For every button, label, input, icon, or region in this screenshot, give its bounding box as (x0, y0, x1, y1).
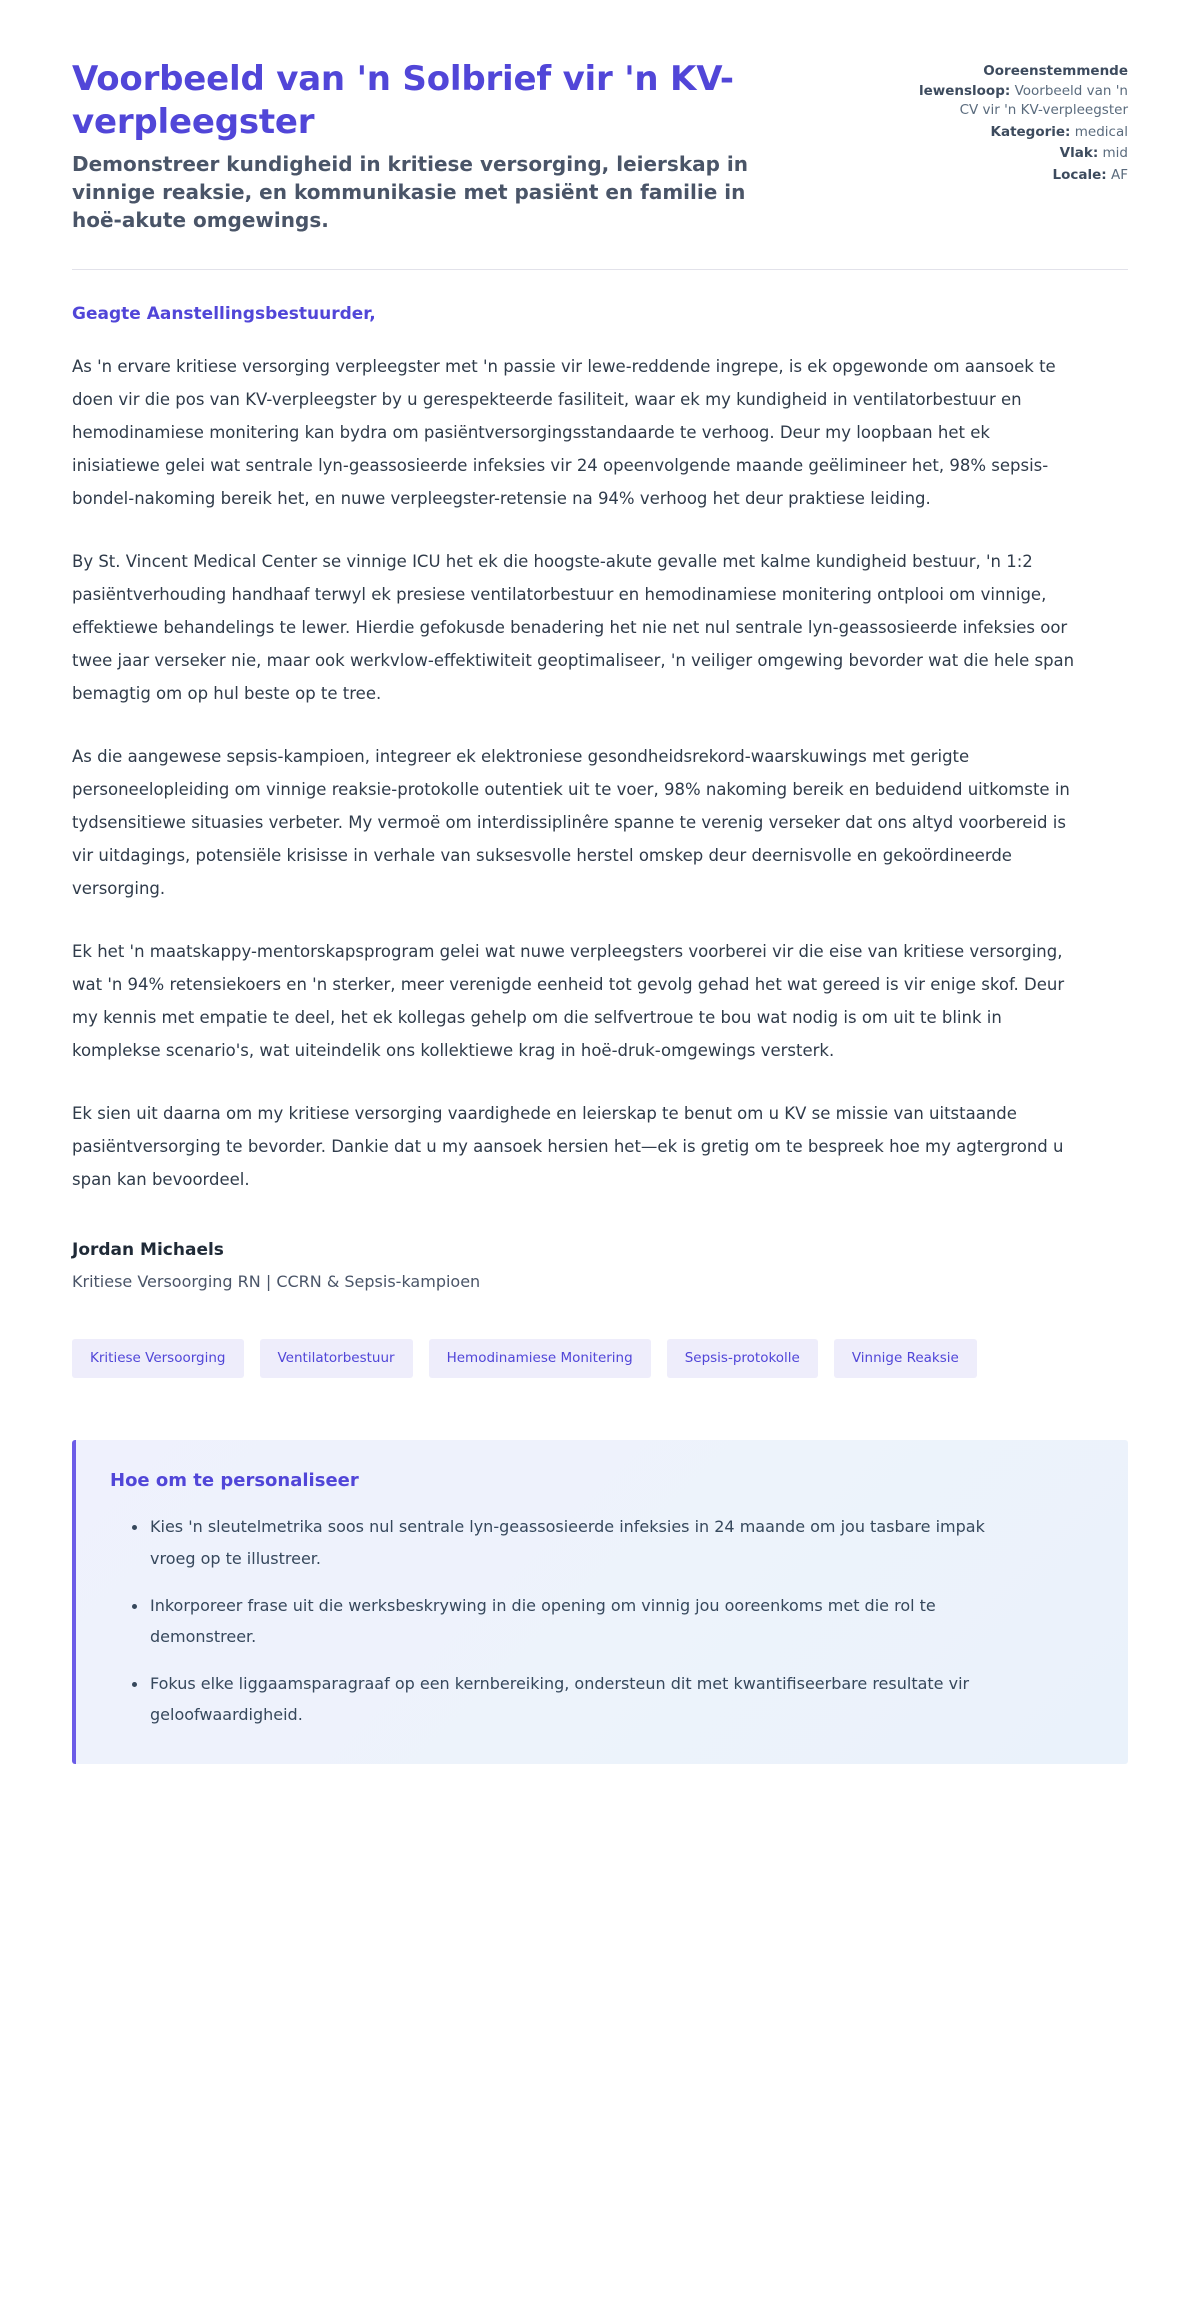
tag-chip[interactable]: Vinnige Reaksie (834, 1339, 977, 1379)
metadata-value-resume: Voorbeeld van 'n CV vir 'n KV-verpleegster (959, 82, 1128, 119)
tag-chip[interactable]: Ventilatorbestuur (260, 1339, 413, 1379)
callout-title: Hoe om te personaliseer (110, 1470, 359, 1492)
metadata-row-locale (918, 166, 1128, 186)
signature-block (72, 1240, 1128, 1291)
metadata-label-locale: Locale: (1052, 166, 1107, 183)
personalization-callout (72, 1440, 1128, 1764)
letter-paragraph: By St. Vincent Medical Center se vinnige ICU het ek die hoogste-akute gevalle met kalme kundigheid bestuur, 'n 1:2 pasiëntverhouding handhaaf terwyl ek presiese ventilatorbestuur en hemodinamiese monitering ontplooi om vinnige, effektiewe behandelings te lewer. Hierdie gefokusde benadering het nie net nul sentrale lyn-geassosieerde infeksies oor twee jaar verseker nie, maar ook werkvlow-effektiwiteit geoptimaliseer, 'n veiliger omgewing bevorder wat die hele span bemagtig om op hul beste op te tree. (72, 551, 1075, 703)
metadata-label-resume: Ooreenstemmende lewensloop: (918, 63, 1128, 99)
tag-chip[interactable]: Kritiese Versoorging (72, 1339, 244, 1379)
metadata-row-resume (918, 62, 1128, 121)
document-header (72, 40, 1128, 235)
letter-body (72, 270, 1128, 1291)
tag-chip[interactable]: Sepsis-protokolle (667, 1339, 818, 1379)
metadata-label-category: Kategorie: (990, 123, 1071, 140)
metadata-value-level: mid (1102, 145, 1128, 162)
tag-list (72, 1339, 1032, 1379)
callout-tip-item: Fokus elke liggaamsparagraaf op een kernbereiking, ondersteun dit met kwantifiseerbare resultate vir geloofwaardigheid. (132, 1668, 1030, 1730)
metadata-panel (918, 58, 1128, 187)
header-title-block (72, 58, 772, 235)
signature-role: Kritiese Versoorging RN | CCRN & Sepsis-kampioen (72, 1271, 481, 1291)
callout-tip-list (110, 1511, 1090, 1730)
metadata-value-locale: AF (1110, 166, 1128, 183)
letter-paragraph: As 'n ervare kritiese versorging verpleegster met 'n passie vir lewe-reddende ingrepe, is ek opgewonde om aansoek te doen vir die pos van KV-verpleegster by u gerespekteerde fasiliteit, waar ek my kundigheid in ventilatorbestuur en hemodinamiese monitering kan bydra om pasiëntversorgingsstandaarde te verhoog. Deur my loopbaan het ek inisiatiewe gelei wat sentrale lyn-geassosieerde infeksies vir 24 opeenvolgende maande geëlimineer het, 98% sepsis-bondel-nakoming bereik het, en nuwe verpleegster-retensie na 94% verhoog het deur praktiese leiding. (72, 356, 1056, 508)
callout-tip-item: Inkorporeer frase uit die werksbeskrywing in die opening om vinnig jou ooreenkoms met die rol te demonstreer. (132, 1590, 1030, 1652)
metadata-row-level (918, 144, 1128, 164)
metadata-value-category: medical (1074, 123, 1128, 140)
metadata-row-category (918, 123, 1128, 143)
letter-paragraph: Ek sien uit daarna om my kritiese versorging vaardighede en leierskap te benut om u KV se missie van uitstaande pasiëntversorging te bevorder. Dankie dat u my aansoek hersien het—ek is gretig om te bespreek hoe my agtergrond u span kan bevoordeel. (72, 1103, 1064, 1189)
tag-chip[interactable]: Hemodinamiese Monitering (429, 1339, 651, 1379)
letter-paragraph: Ek het 'n maatskappy-mentorskapsprogram gelei wat nuwe verpleegsters voorberei vir die eise van kritiese versorging, wat 'n 94% retensiekoers en 'n sterker, meer verenigde eenheid tot gevolg gehad het wat gereed is vir enige skof. Deur my kennis met empatie te deel, het ek kollegas gehelp om die selfvertroue te bou wat nodig is om uit te blink in komplekse scenario's, wat uiteindelik ons kollektiewe krag in hoë-druk-omgewings versterk. (72, 941, 1065, 1060)
page-title: Voorbeeld van 'n Solbrief vir 'n KV-verpleegster (72, 59, 734, 142)
callout-tip-item: Kies 'n sleutelmetrika soos nul sentrale lyn-geassosieerde infeksies in 24 maande om jou tasbare impak vroeg op te illustreer. (132, 1511, 1030, 1573)
page-subtitle: Demonstreer kundigheid in kritiese versorging, leierskap in vinnige reaksie, en kommunikasie met pasiënt en familie in hoë-akute omgewings. (72, 151, 748, 233)
letter-salutation: Geagte Aanstellingsbestuurder, (72, 303, 376, 324)
letter-paragraph: As die aangewese sepsis-kampioen, integreer ek elektroniese gesondheidsrekord-waarskuwings met gerigte personeelopleiding om vinnige reaksie-protokolle outentiek uit te voer, 98% nakoming bereik en beduidend uitkomste in tydsensitiewe situasies verbeter. My vermoë om interdissiplinêre spanne te verenig verseker dat ons altyd voorbereid is vir uitdagings, potensiële krisisse in verhale van suksesvolle herstel omskep deur deernisvolle en gekoördineerde versorging. (72, 746, 1070, 898)
metadata-label-level: Vlak: (1059, 145, 1099, 162)
signature-name: Jordan Michaels (72, 1239, 224, 1260)
